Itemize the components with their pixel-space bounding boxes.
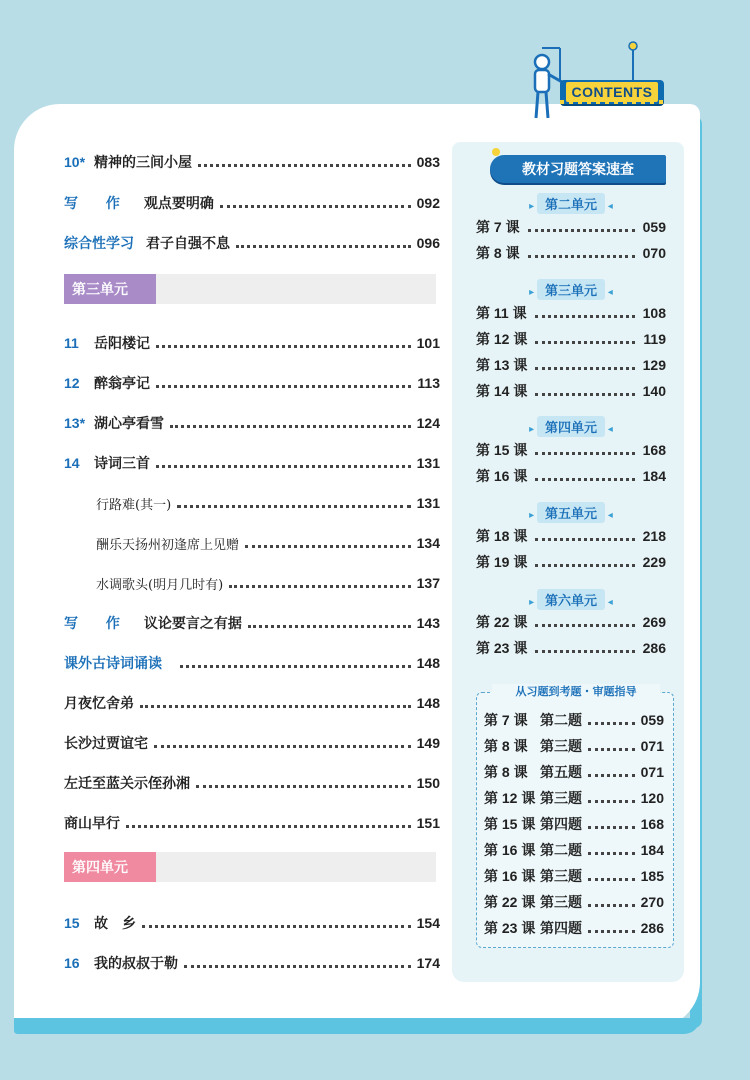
dot-leader [588,820,635,829]
page-number: 140 [642,383,666,399]
page-number: 286 [642,640,666,656]
dot-leader [588,794,635,803]
lesson-label: 第 12 课 [476,331,528,347]
page-number: 168 [640,816,664,832]
question-label: 第四题 [540,920,582,936]
dot-leader [535,387,634,396]
dot-leader [142,919,411,928]
page-number: 108 [642,305,666,321]
lesson-number: 11 [64,335,79,351]
answer-row[interactable] [476,611,666,633]
toc-row[interactable] [64,772,440,794]
page-number: 184 [640,842,664,858]
lesson-title: 月夜忆舍弟 [64,695,134,711]
lesson-title: 观点要明确 [143,195,214,211]
lesson-label: 第 8 课 [476,245,520,261]
answer-row[interactable] [476,216,666,238]
lesson-title: 长沙过贾谊宅 [64,735,148,751]
question-row[interactable] [484,839,664,861]
dot-leader [528,223,635,232]
dot-leader [535,644,634,653]
dot-leader [588,872,635,881]
page-number: 059 [640,712,664,728]
page-number: 151 [416,815,440,831]
dot-leader [156,339,411,348]
lesson-title: 醉翁亭记 [94,375,150,391]
page-number: 269 [642,614,666,630]
page-number: 137 [416,575,440,591]
lesson-title: 我的叔叔于勒 [94,955,178,971]
page-number: 286 [640,920,664,936]
dot-leader [535,532,634,541]
arrow-right-icon: ▸ [529,287,537,298]
question-label: 第四题 [540,816,582,832]
toc-row[interactable] [64,372,440,394]
panel-unit-heading [476,193,666,213]
banner-dots [560,100,664,104]
lesson-label: 第 18 课 [476,528,528,544]
question-label: 第三题 [540,868,582,884]
answer-row[interactable] [476,525,666,547]
card-edge-bottom [14,1018,700,1034]
dot-leader [535,558,634,567]
dot-leader [184,959,411,968]
page-number: 113 [417,375,440,391]
unit-label: 第三单元 [537,279,605,300]
page-number: 168 [642,442,666,458]
page-number: 134 [416,535,440,551]
page-number: 154 [416,915,440,931]
question-row[interactable] [484,813,664,835]
page-number: 148 [416,655,440,671]
lesson-label: 第 7 课 [484,712,528,728]
toc-row[interactable] [64,332,440,354]
section-tag: 综合性学习 [64,235,134,251]
lesson-number: 16 [64,955,80,971]
question-label: 第三题 [540,790,582,806]
question-label: 第二题 [540,842,582,858]
lesson-label: 第 22 课 [476,614,528,630]
dot-leader [140,699,411,708]
dot-leader [154,739,411,748]
page-number: 119 [643,331,666,347]
dot-leader [535,309,635,318]
unit-label: 第四单元 [64,852,156,882]
question-label: 第三题 [540,894,582,910]
section-tag: 写 作 [64,195,132,211]
arrow-right-icon: ▸ [529,201,537,212]
dot-leader [126,819,411,828]
lesson-number: 13* [64,415,86,431]
arrow-right-icon: ▸ [529,424,537,435]
toc-row[interactable] [64,151,440,173]
page-number: 218 [642,528,666,544]
answer-row[interactable] [476,302,666,324]
toc-row[interactable] [64,452,440,474]
panel-unit-heading [476,279,666,299]
dot-leader [588,742,635,751]
dot-leader [535,446,634,455]
unit-label: 第四单元 [537,416,605,437]
dot-leader [177,499,410,508]
page-number: 131 [416,455,440,471]
page-number: 059 [642,219,666,235]
dot-leader [156,379,411,388]
lesson-label: 第 13 课 [476,357,528,373]
contents-title: CONTENTS [566,82,658,102]
lesson-title: 商山早行 [64,815,120,831]
toc-row[interactable] [64,912,440,934]
lesson-label: 第 16 课 [484,842,536,858]
answer-row[interactable] [476,465,666,487]
page-number: 149 [416,735,440,751]
page-number: 229 [642,554,666,570]
question-row[interactable] [484,761,664,783]
dot-leader [196,779,411,788]
lesson-title: 湖心亭看雪 [94,415,164,431]
question-row[interactable] [484,787,664,809]
lesson-label: 第 8 课 [484,738,528,754]
lesson-title: 左迁至蓝关示侄孙湘 [64,775,190,791]
page-number: 129 [642,357,666,373]
section-tag: 课外古诗词诵读 [64,655,162,671]
lesson-label: 第 8 课 [484,764,528,780]
unit-label: 第五单元 [537,502,605,523]
dot-leader [588,898,635,907]
question-row[interactable] [484,709,664,731]
toc-row[interactable] [64,612,440,634]
dot-leader [198,158,411,167]
question-box-title: 从习题到考题・审题指导 [492,684,660,700]
toc-row[interactable] [64,732,440,754]
toc-row[interactable] [64,692,440,714]
question-row[interactable] [484,891,664,913]
toc-row[interactable] [64,232,440,254]
dot-leader [245,539,411,548]
lesson-label: 第 23 课 [476,640,528,656]
question-row[interactable] [484,735,664,757]
panel-title: 教材习题答案速查 [490,155,666,183]
lesson-title: 水调歌头(明月几时有) [96,577,224,593]
lesson-number: 15 [64,915,80,931]
lesson-title: 诗词三首 [94,455,150,471]
answer-row[interactable] [476,354,666,376]
lesson-label: 第 22 课 [484,894,536,910]
unit-label: 第六单元 [537,589,605,610]
lesson-number: 10* [64,154,86,170]
toc-row[interactable] [64,412,440,434]
dot-leader [535,618,634,627]
dot-leader [220,199,411,208]
lesson-label: 第 12 课 [484,790,536,806]
arrow-right-icon: ▸ [529,510,537,521]
question-label: 第二题 [540,712,582,728]
lesson-title: 行路难(其一) [96,497,172,513]
question-row[interactable] [484,917,664,939]
lesson-title: 岳阳楼记 [94,335,150,351]
page-number: 120 [640,790,664,806]
panel-unit-heading [476,502,666,522]
page-number: 143 [416,615,440,631]
page-number: 083 [416,154,440,170]
unit-band-4 [64,852,436,882]
toc-row[interactable] [64,192,440,214]
unit-label: 第二单元 [537,193,605,214]
lesson-label: 第 14 课 [476,383,528,399]
lamp-icon [626,40,640,84]
toc-row[interactable] [96,532,440,554]
panel-unit-heading [476,416,666,436]
dot-leader [156,459,411,468]
toc-row[interactable] [64,652,440,674]
section-tag: 写 作 [64,615,132,631]
lesson-label: 第 16 课 [484,868,536,884]
dot-leader [535,472,634,481]
answer-row[interactable] [476,439,666,461]
dot-leader [248,619,411,628]
lesson-title: 议论要言之有据 [143,615,242,631]
lesson-label: 第 19 课 [476,554,528,570]
page-number: 184 [642,468,666,484]
answer-row[interactable] [476,380,666,402]
dot-leader [588,768,635,777]
dot-leader [236,239,411,248]
lesson-label: 第 7 课 [476,219,520,235]
lesson-title: 精神的三间小屋 [94,154,192,170]
dot-leader [528,249,635,258]
arrow-left-icon: ◂ [605,287,613,298]
page-number: 092 [416,195,440,211]
page-number: 131 [416,495,440,511]
dot-leader [588,716,635,725]
page-number: 096 [416,235,440,251]
dot-leader [588,924,635,933]
lesson-title: 酬乐天扬州初逢席上见赠 [96,537,240,553]
arrow-left-icon: ◂ [605,597,613,608]
lesson-title: 故 乡 [94,915,136,931]
panel-unit-heading [476,589,666,609]
page-number: 270 [640,894,664,910]
page-number: 185 [640,868,664,884]
toc-row[interactable] [64,812,440,834]
arrow-right-icon: ▸ [529,597,537,608]
page-number: 150 [416,775,440,791]
answer-row[interactable] [476,551,666,573]
page-number: 070 [642,245,666,261]
page-number: 148 [416,695,440,711]
toc-row[interactable] [64,952,440,974]
lesson-number: 12 [64,375,80,391]
dot-leader [535,335,635,344]
lesson-title: 君子自强不息 [146,235,230,251]
page-number: 071 [640,738,664,754]
lesson-label: 第 23 课 [484,920,536,936]
dot-leader [180,659,411,668]
toc-row[interactable] [96,492,440,514]
lesson-label: 第 15 课 [476,442,528,458]
answer-row[interactable] [476,242,666,264]
lesson-label: 第 15 课 [484,816,536,832]
arrow-left-icon: ◂ [605,201,613,212]
answer-row[interactable] [476,328,666,350]
question-label: 第三题 [540,738,582,754]
question-label: 第五题 [540,764,582,780]
answer-row[interactable] [476,637,666,659]
question-row[interactable] [484,865,664,887]
page-number: 071 [640,764,664,780]
lesson-label: 第 11 课 [476,305,527,321]
dot-leader [588,846,635,855]
dot-leader [170,419,411,428]
arrow-left-icon: ◂ [605,510,613,521]
unit-label: 第三单元 [64,274,156,304]
lesson-label: 第 16 课 [476,468,528,484]
unit-band-3 [64,274,436,304]
page-number: 174 [416,955,440,971]
page-number: 101 [416,335,440,351]
page-number: 124 [416,415,440,431]
toc-row[interactable] [96,572,440,594]
dot-leader [535,361,634,370]
arrow-left-icon: ◂ [605,424,613,435]
dot-leader [229,579,410,588]
lesson-number: 14 [64,455,80,471]
